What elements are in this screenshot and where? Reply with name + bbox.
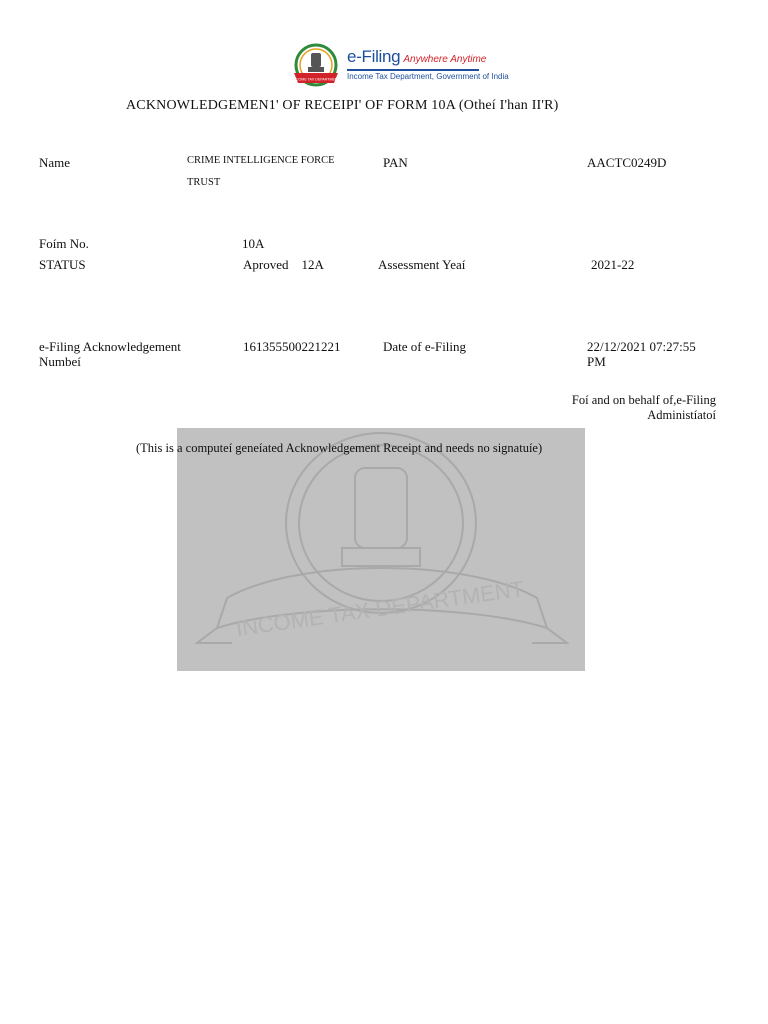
ack-number-label-line2: Numbeí [39,354,81,369]
watermark-seal [177,428,585,671]
filing-date-value-line2: PM [587,354,606,369]
name-value-line2: TRUST [187,177,221,188]
computer-generated-note: (This is a computeí geneíated Acknowledgement Receipt and needs no signatuíe) [136,441,543,455]
brand-tagline: Anywhere Anytime [403,54,487,65]
pan-value: AACTC0249D [587,155,667,170]
department-name: Income Tax Department, Government of India [347,69,479,86]
ack-number-label-line1: e-Filing Acknowledgement [39,339,181,354]
status-label: STATUS [39,257,86,272]
ack-number-value: 161355500221221 [243,339,341,354]
form-label: Foím No. [39,236,89,251]
status-value: Aproved 12A [243,257,324,272]
filing-date-label: Date of e-Filing [383,339,467,354]
name-value [187,155,335,166]
emblem-icon [290,43,342,89]
brand-name: e-Filing [347,47,401,66]
watermark-text: INCOME TAX DEPARTMENT [234,575,526,642]
pan-label: PAN [383,155,408,170]
document-title: ACKNOWLEDGEMEN1' OF RECEIPI' OF FORM 10A (Otheí I'han II'R) [126,98,559,113]
form-value: 10A [242,236,265,251]
assessment-year-value: 2021-22 [591,257,635,272]
name-label: Name [39,155,71,170]
assessment-year-label: Assessment Yeaí [378,257,466,272]
name-value-line1: CRIME INTELLIGENCE FORCE [187,155,335,166]
brand-line [347,47,486,67]
efiling-logo [290,43,509,89]
signatory-text: Foí and on behalf of,e-Filing Administíatoí [571,393,716,422]
emblem-caption: INCOME TAX DEPARTMENT [292,77,340,82]
filing-date-value-line1: 22/12/2021 07:27:55 [587,339,696,354]
